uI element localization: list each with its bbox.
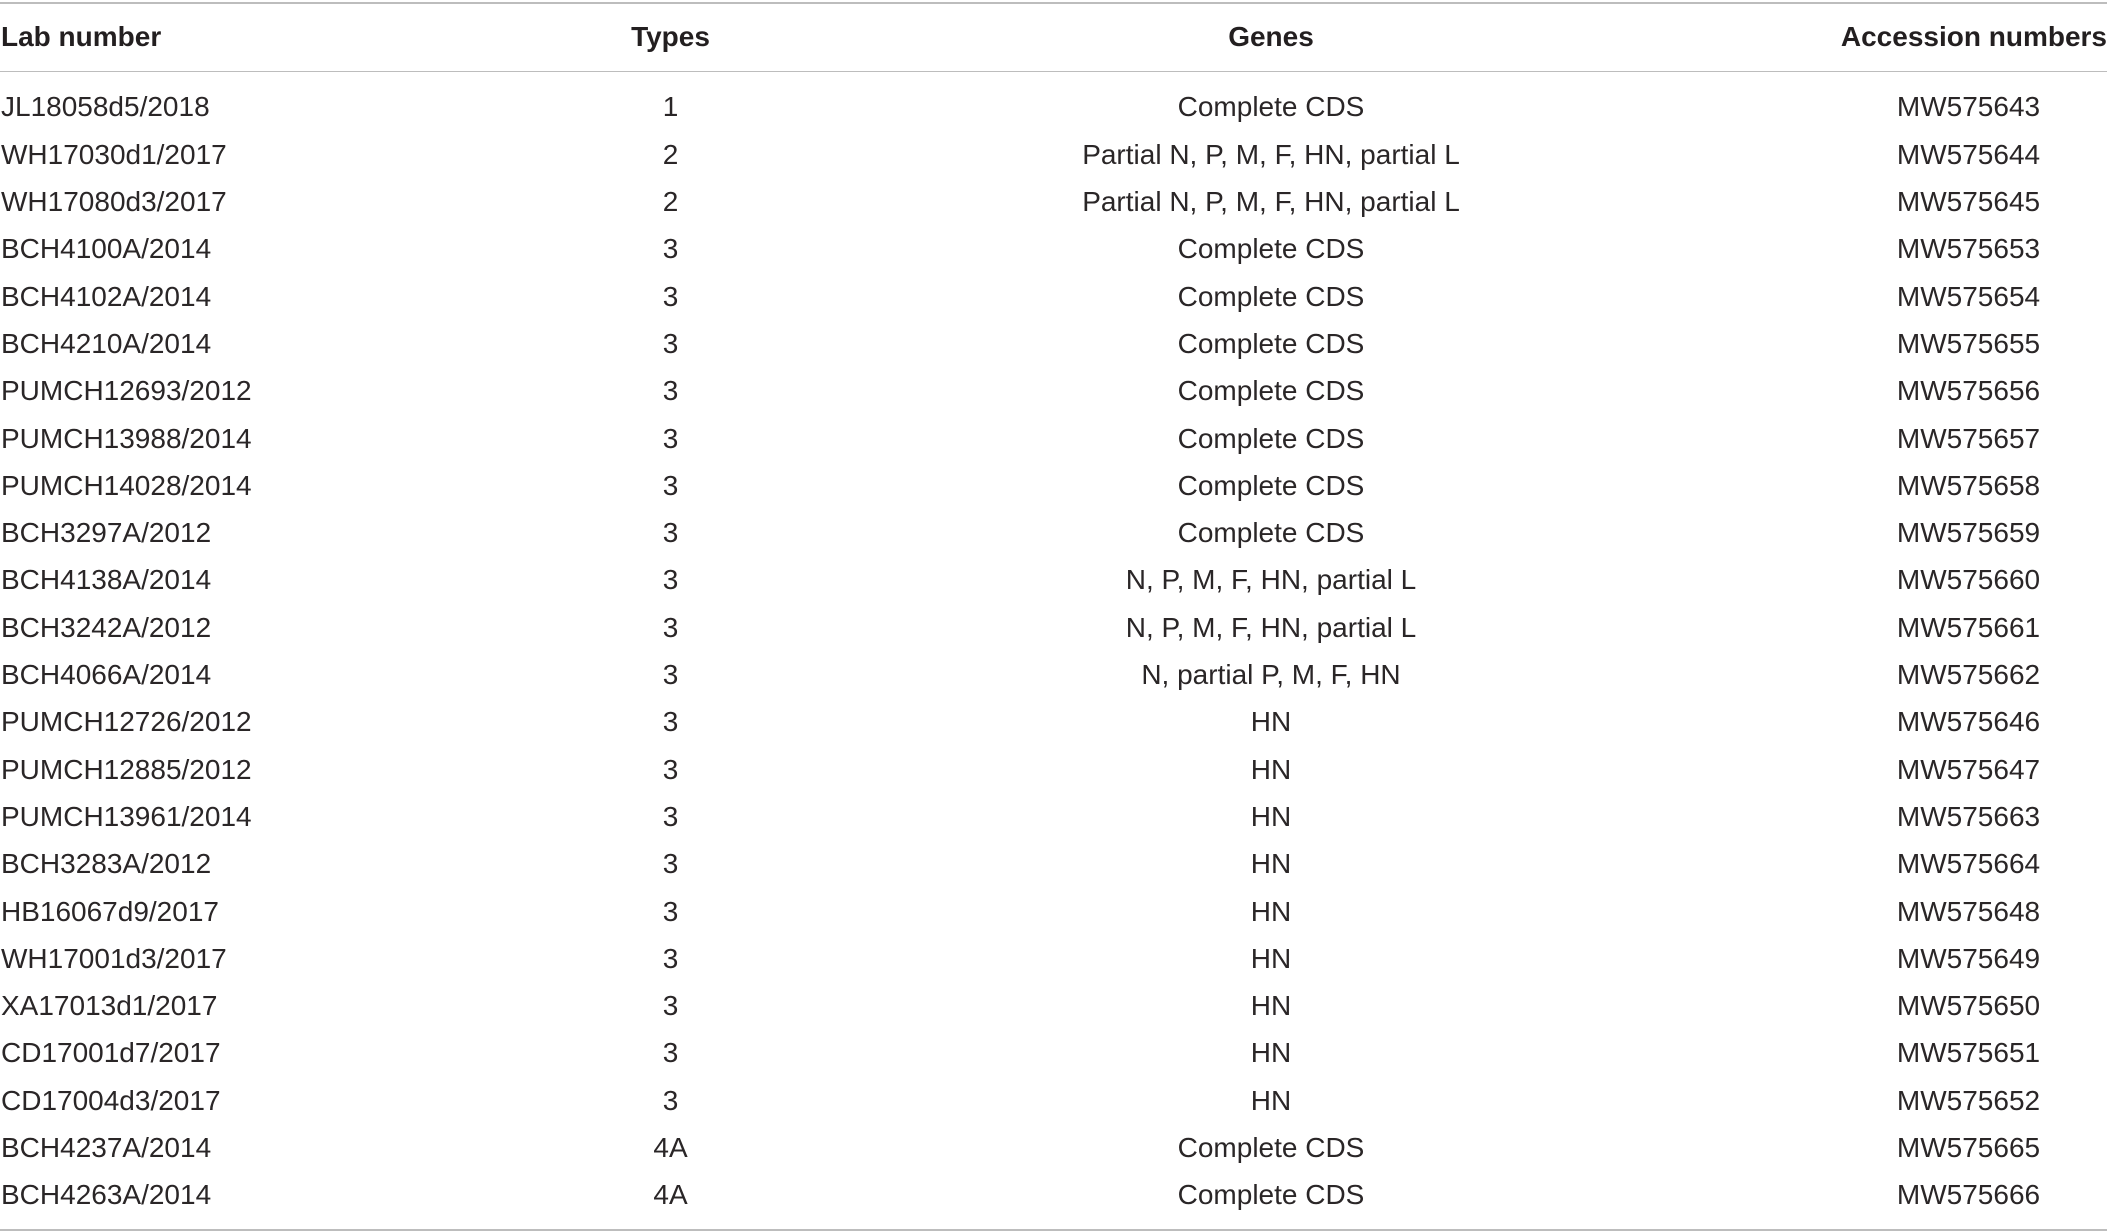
- type-cell: 3: [662, 848, 679, 880]
- lab-number-cell: BCH3242A/2012: [1, 611, 212, 643]
- lab-number-cell: WH17001d3/2017: [1, 942, 227, 974]
- table-row: [0, 510, 2107, 557]
- type-cell: 4A: [653, 1179, 688, 1211]
- table-row: [0, 1172, 2107, 1219]
- type-cell: 3: [662, 1037, 679, 1069]
- accession-number-cell: MW575646: [1896, 706, 2041, 738]
- accession-number-cell: MW575656: [1896, 375, 2041, 407]
- lab-number-cell: BCH4237A/2014: [1, 1132, 212, 1164]
- table-row: [0, 1077, 2107, 1124]
- table-row: [0, 699, 2107, 746]
- type-cell: 3: [662, 280, 679, 312]
- genes-cell: Complete CDS: [1177, 422, 1365, 454]
- table-row: [0, 1030, 2107, 1077]
- lab-number-cell: BCH3283A/2012: [1, 848, 212, 880]
- genes-cell: Partial N, P, M, F, HN, partial L: [1082, 138, 1460, 170]
- accession-number-cell: MW575648: [1896, 895, 2041, 927]
- table-row: [0, 651, 2107, 698]
- genes-cell: Partial N, P, M, F, HN, partial L: [1082, 186, 1460, 218]
- genes-cell: HN: [1250, 942, 1292, 974]
- accession-number-cell: MW575654: [1896, 280, 2041, 312]
- type-cell: 3: [662, 611, 679, 643]
- accession-number-cell: MW575655: [1896, 327, 2041, 359]
- genes-cell: HN: [1250, 1084, 1292, 1116]
- type-cell: 3: [662, 942, 679, 974]
- lab-number-cell: BCH4102A/2014: [1, 280, 212, 312]
- genes-cell: HN: [1250, 895, 1292, 927]
- lab-number-cell: PUMCH13961/2014: [1, 800, 252, 832]
- genes-cell: N, P, M, F, HN, partial L: [1125, 564, 1417, 596]
- genes-cell: Complete CDS: [1177, 375, 1365, 407]
- table-header-rule: [0, 71, 2107, 73]
- table-header-row: [0, 3, 2107, 71]
- lab-number-cell: BCH4066A/2014: [1, 659, 212, 691]
- genes-cell: Complete CDS: [1177, 280, 1365, 312]
- genes-cell: Complete CDS: [1177, 1132, 1365, 1164]
- type-cell: 3: [662, 422, 679, 454]
- table-row: [0, 368, 2107, 415]
- lab-number-cell: BCH4263A/2014: [1, 1179, 212, 1211]
- lab-number-cell: PUMCH12693/2012: [1, 375, 252, 407]
- genes-cell: N, partial P, M, F, HN: [1141, 659, 1401, 691]
- accession-number-cell: MW575663: [1896, 800, 2041, 832]
- type-cell: 3: [662, 233, 679, 265]
- accession-number-cell: MW575647: [1896, 753, 2041, 785]
- type-cell: 3: [662, 517, 679, 549]
- type-cell: 4A: [653, 1132, 688, 1164]
- table-row: [0, 935, 2107, 982]
- type-cell: 3: [662, 564, 679, 596]
- lab-number-cell: WH17030d1/2017: [1, 138, 227, 170]
- genes-cell: HN: [1250, 753, 1292, 785]
- lab-number-cell: BCH4100A/2014: [1, 233, 212, 265]
- table-row: [0, 415, 2107, 462]
- type-cell: 3: [662, 895, 679, 927]
- table-row: [0, 746, 2107, 793]
- genes-cell: HN: [1250, 848, 1292, 880]
- lab-number-cell: BCH3297A/2012: [1, 517, 212, 549]
- genes-cell: Complete CDS: [1177, 517, 1365, 549]
- table-bottom-rule: [0, 1229, 2107, 1231]
- type-cell: 2: [662, 138, 679, 170]
- accession-number-cell: MW575662: [1896, 659, 2041, 691]
- lab-number-cell: BCH4210A/2014: [1, 327, 212, 359]
- accession-number-cell: MW575659: [1896, 517, 2041, 549]
- table-row: [0, 226, 2107, 273]
- genes-cell: Complete CDS: [1177, 469, 1365, 501]
- accession-number-cell: MW575645: [1896, 186, 2041, 218]
- accession-number-cell: MW575657: [1896, 422, 2041, 454]
- lab-number-cell: PUMCH12885/2012: [1, 753, 252, 785]
- lab-number-cell: CD17004d3/2017: [1, 1084, 221, 1116]
- lab-number-cell: PUMCH13988/2014: [1, 422, 252, 454]
- type-cell: 3: [662, 469, 679, 501]
- accession-number-cell: MW575660: [1896, 564, 2041, 596]
- table-row: [0, 793, 2107, 840]
- table-row: [0, 462, 2107, 509]
- header-genes: Genes: [1228, 21, 1314, 52]
- table-row: [0, 320, 2107, 367]
- header-accession-numbers: Accession numbers: [1840, 21, 2107, 52]
- lab-number-cell: PUMCH14028/2014: [1, 469, 252, 501]
- accession-number-cell: MW575661: [1896, 611, 2041, 643]
- type-cell: 3: [662, 706, 679, 738]
- lab-number-cell: HB16067d9/2017: [1, 895, 219, 927]
- accession-number-cell: MW575665: [1896, 1132, 2041, 1164]
- table-row: [0, 1124, 2107, 1171]
- genes-cell: HN: [1250, 990, 1292, 1022]
- type-cell: 3: [662, 990, 679, 1022]
- table-row: [0, 273, 2107, 320]
- lab-number-cell: PUMCH12726/2012: [1, 706, 252, 738]
- table-row: [0, 982, 2107, 1029]
- genes-cell: Complete CDS: [1177, 327, 1365, 359]
- table-row: [0, 604, 2107, 651]
- accession-number-cell: MW575653: [1896, 233, 2041, 265]
- header-types: Types: [631, 21, 710, 52]
- accession-number-cell: MW575658: [1896, 469, 2041, 501]
- type-cell: 3: [662, 753, 679, 785]
- accession-number-cell: MW575644: [1896, 138, 2041, 170]
- lab-number-cell: CD17001d7/2017: [1, 1037, 221, 1069]
- type-cell: 3: [662, 1084, 679, 1116]
- accession-number-cell: MW575649: [1896, 942, 2041, 974]
- type-cell: 3: [662, 375, 679, 407]
- table-row: [0, 178, 2107, 225]
- accession-number-cell: MW575650: [1896, 990, 2041, 1022]
- table-row: [0, 888, 2107, 935]
- genes-cell: HN: [1250, 1037, 1292, 1069]
- accession-number-cell: MW575651: [1896, 1037, 2041, 1069]
- lab-number-cell: BCH4138A/2014: [1, 564, 212, 596]
- lab-number-cell: XA17013d1/2017: [1, 990, 218, 1022]
- lab-number-cell: JL18058d5/2018: [1, 91, 210, 123]
- accession-number-cell: MW575652: [1896, 1084, 2041, 1116]
- lab-number-cell: WH17080d3/2017: [1, 186, 227, 218]
- genes-cell: Complete CDS: [1177, 1179, 1365, 1211]
- header-lab-number: Lab number: [1, 21, 162, 52]
- type-cell: 1: [662, 91, 679, 123]
- accession-number-cell: MW575664: [1896, 848, 2041, 880]
- table-row: [0, 557, 2107, 604]
- accession-number-cell: MW575666: [1896, 1179, 2041, 1211]
- type-cell: 3: [662, 327, 679, 359]
- genes-cell: Complete CDS: [1177, 91, 1365, 123]
- table-body: [0, 84, 2107, 1219]
- accession-number-cell: MW575643: [1896, 91, 2041, 123]
- table-row: [0, 131, 2107, 178]
- table-row: [0, 84, 2107, 131]
- table-row: [0, 841, 2107, 888]
- type-cell: 2: [662, 186, 679, 218]
- genes-cell: HN: [1250, 706, 1292, 738]
- genes-cell: N, P, M, F, HN, partial L: [1125, 611, 1417, 643]
- genes-cell: Complete CDS: [1177, 233, 1365, 265]
- type-cell: 3: [662, 659, 679, 691]
- type-cell: 3: [662, 800, 679, 832]
- genes-cell: HN: [1250, 800, 1292, 832]
